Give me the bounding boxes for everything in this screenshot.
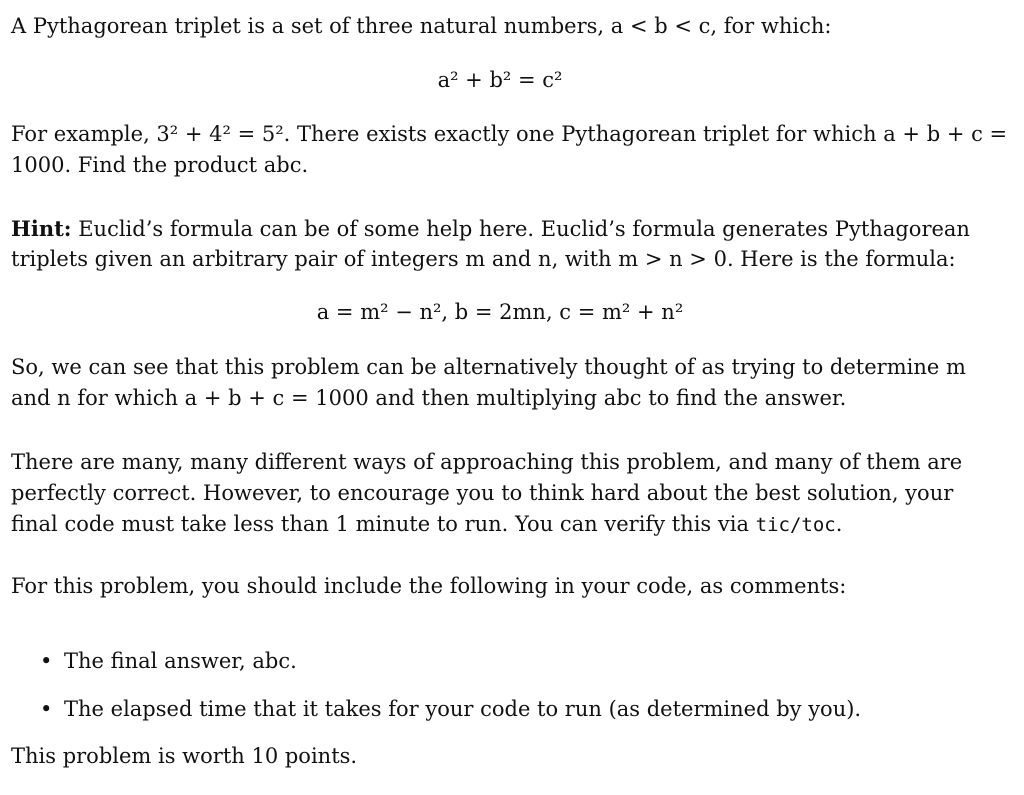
alternative-paragraph-line-2: and n for which a + b + c = 1000 and then multiplying abc to find the answer. bbox=[11, 386, 847, 410]
list-item: • The final answer, abc. bbox=[40, 651, 861, 672]
approach-line-3-text: final code must take less than 1 minute to run. You can verify this via bbox=[11, 512, 756, 536]
example-paragraph-line-2: 1000. Find the product abc. bbox=[11, 153, 309, 177]
approach-paragraph-line-1: There are many, many different ways of approaching this problem, and many of them are bbox=[11, 450, 963, 474]
euclid-formula-equation: a = m² − n², b = 2mn, c = m² + n² bbox=[316, 300, 684, 324]
comments-paragraph: For this problem, you should include the following in your code, as comments: bbox=[11, 574, 847, 598]
list-item: • The elapsed time that it takes for your code to run (as determined by you). bbox=[40, 699, 861, 720]
tic-toc-code: tic/toc bbox=[755, 514, 836, 536]
points-paragraph: This problem is worth 10 points. bbox=[11, 744, 358, 768]
hint-paragraph-line-1 bbox=[11, 218, 970, 240]
hint-text: Euclid’s formula can be of some help here. Euclid’s formula generates Pythagorean bbox=[71, 217, 970, 241]
hint-paragraph-line-2: triplets given an arbitrary pair of integers m and n, with m > n > 0. Here is the formula: bbox=[11, 247, 956, 271]
example-paragraph-line-1: For example, 3² + 4² = 5². There exists exactly one Pythagorean triplet for which a + b + c = bbox=[11, 122, 1008, 146]
intro-paragraph: A Pythagorean triplet is a set of three natural numbers, a < b < c, for which: bbox=[11, 14, 832, 38]
approach-paragraph-line-2: perfectly correct. However, to encourage you to think hard about the best solution, your bbox=[11, 481, 954, 505]
alternative-paragraph-line-1: So, we can see that this problem can be alternatively thought of as trying to determine m bbox=[11, 355, 966, 379]
requirements-list bbox=[40, 651, 861, 720]
approach-paragraph-line-3 bbox=[11, 514, 842, 535]
approach-line-3-period: . bbox=[835, 512, 843, 536]
pythagorean-equation: a² + b² = c² bbox=[437, 68, 563, 92]
hint-label: Hint: bbox=[11, 216, 72, 241]
